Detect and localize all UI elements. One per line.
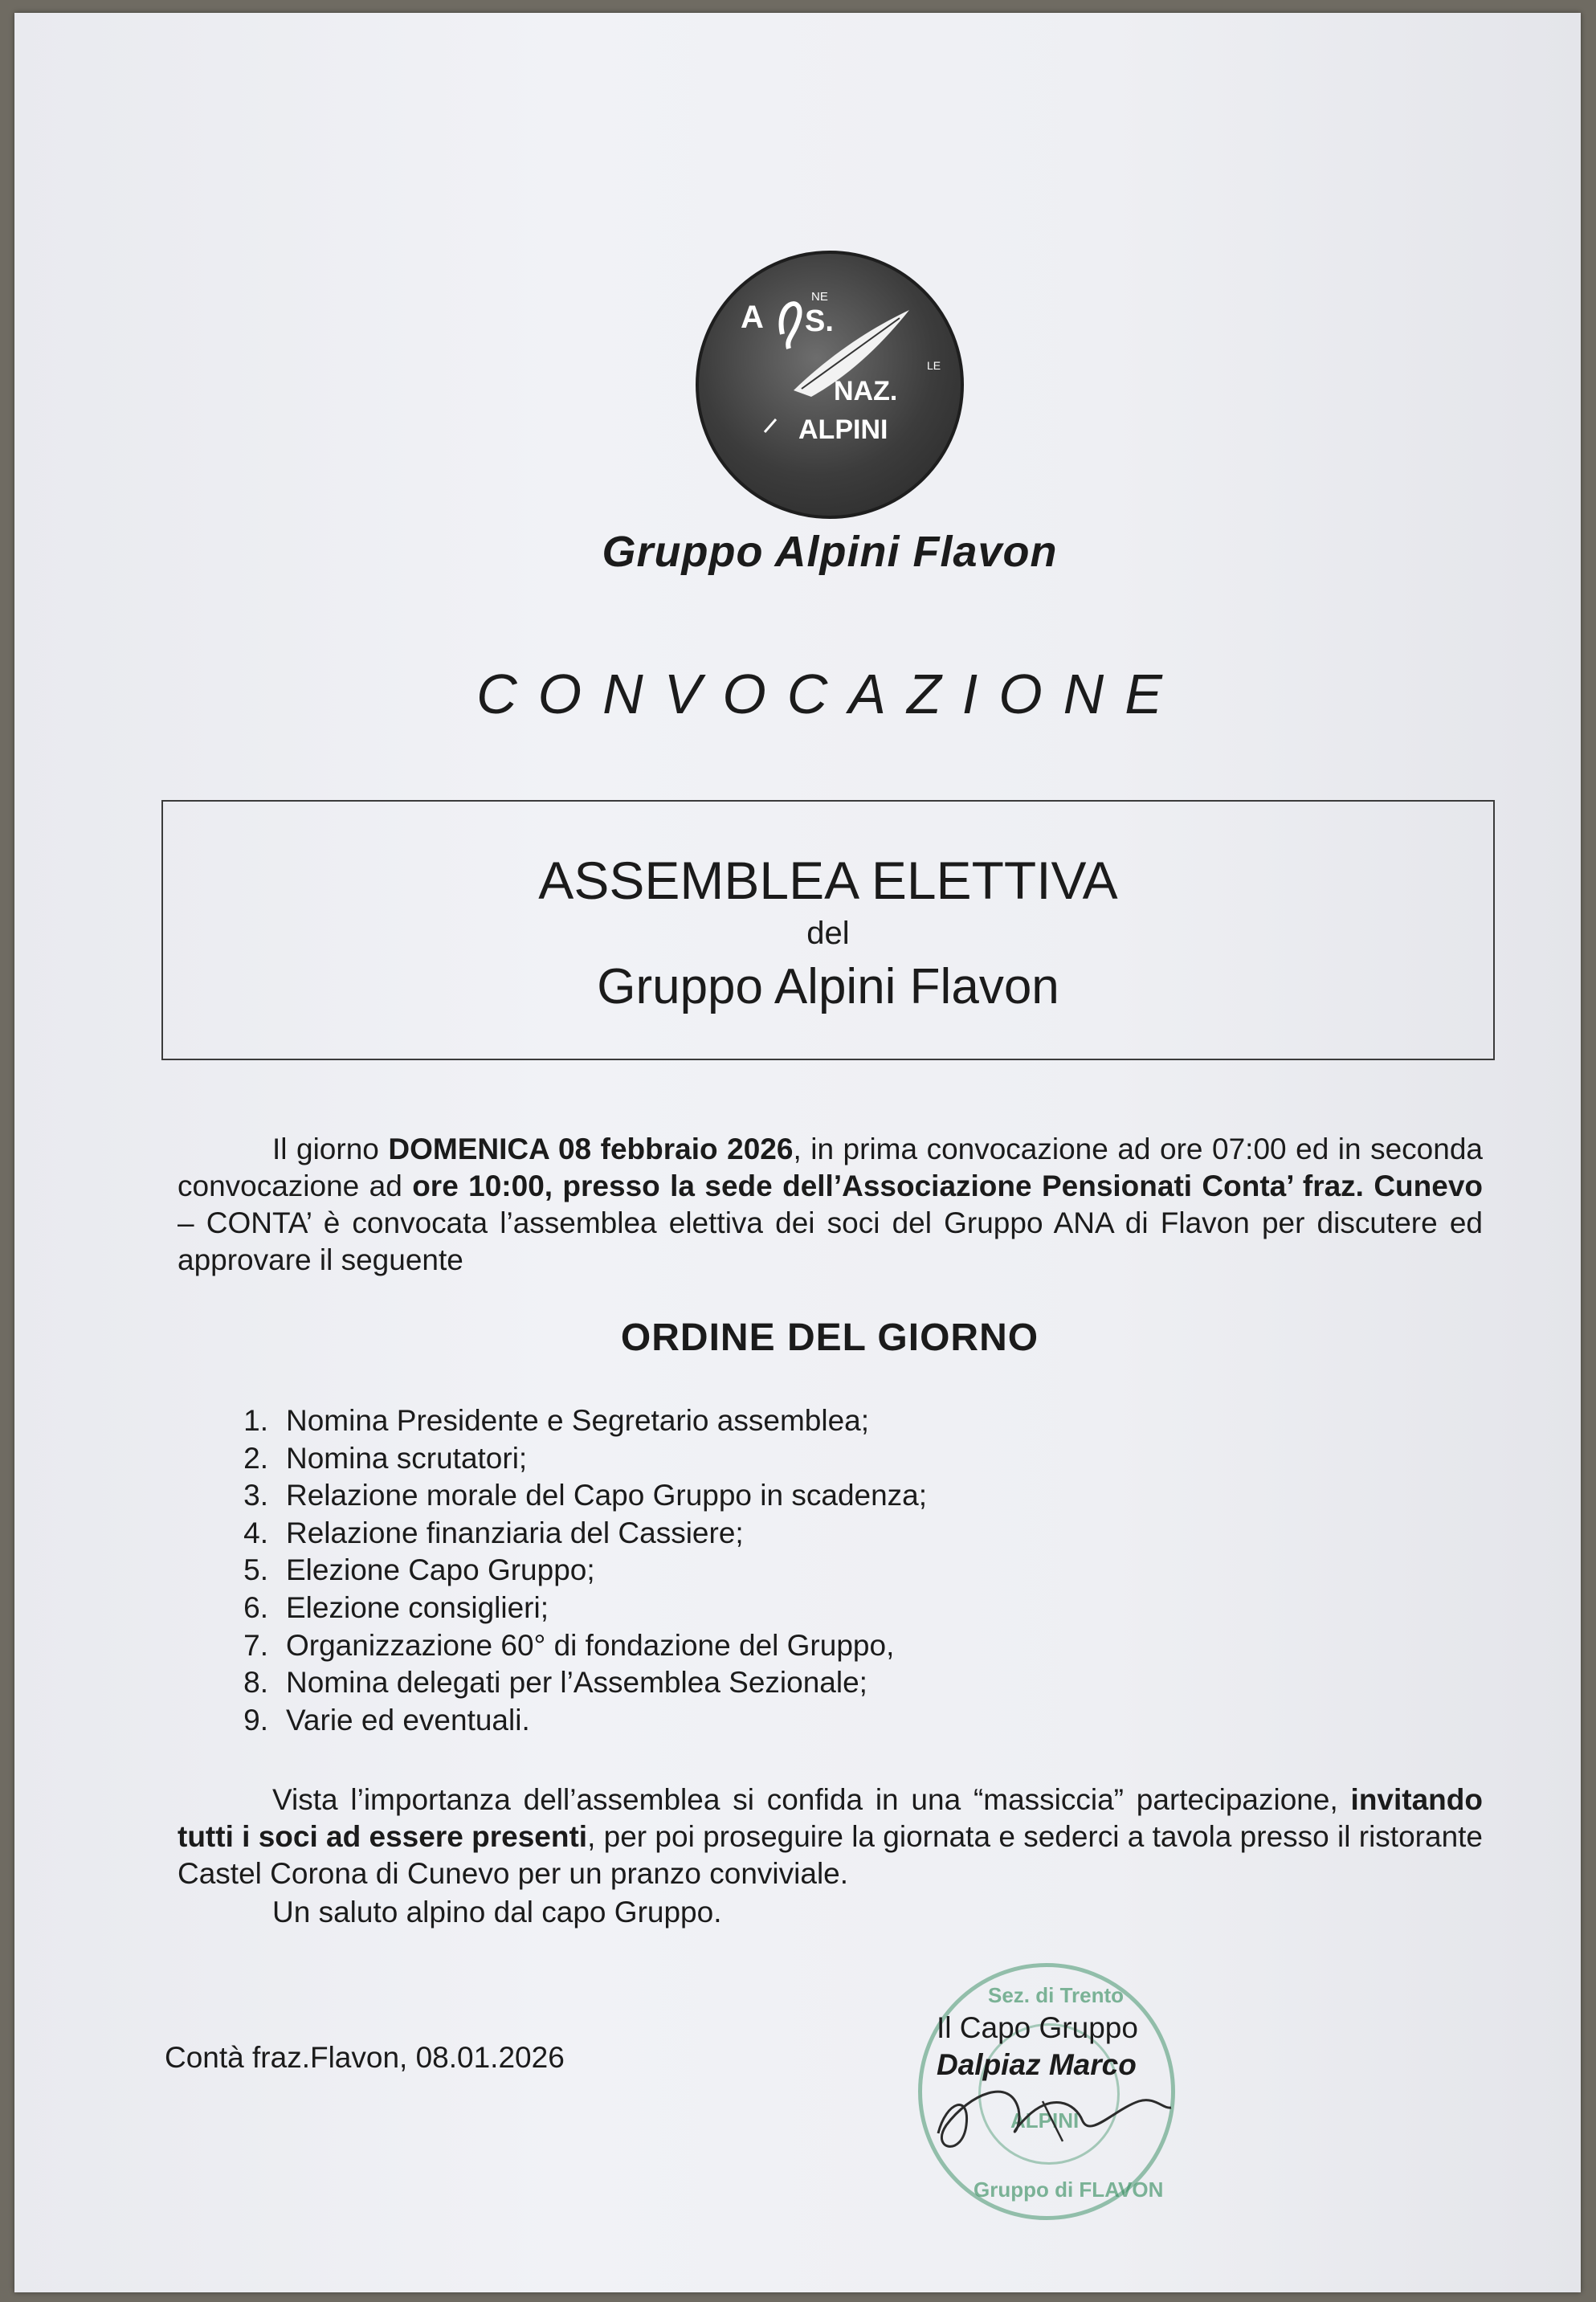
list-item [215,1402,927,1440]
list-item-number: 6. [243,1590,268,1624]
closing-text-2: , per poi proseguire la giornata e sederci a tavola presso il ristorante Castel Corona di Cunevo per un pranzo conviviale. [178,1820,1483,1890]
intro-text-1: Il giorno [272,1133,389,1165]
ana-logo [696,251,964,519]
logo-ne: NE [811,290,828,304]
closing-greeting [178,1894,1483,1931]
list-item-number: 5. [243,1553,268,1587]
assembly-title-box [161,800,1495,1060]
list-item-text: Nomina scrutatori; [286,1441,528,1475]
list-item [215,1552,927,1590]
list-item-text: Relazione finanziaria del Cassiere; [286,1516,744,1549]
list-item [215,1664,927,1702]
signer-name: Dalpiaz Marco [937,2048,1137,2081]
list-item-number: 9. [243,1703,268,1737]
intro-text-2: , in prima convocazione ad ore 07:00 ed in seconda convocazione ad [178,1133,1483,1202]
assembly-del: del [806,916,850,951]
list-item-text: Nomina Presidente e Segretario assemblea; [286,1404,869,1437]
list-item-text: Varie ed eventuali. [286,1703,530,1737]
stamp-bottom-text: Gruppo di FLAVON [974,2178,1164,2202]
handwritten-signature [922,2045,1187,2173]
list-item-number: 8. [243,1666,268,1700]
intro-text-3: – CONTA’ è convocata l’assemblea elettiva dei soci del Gruppo ANA di Flavon per discutere ed approvare il seguente [178,1206,1483,1276]
list-item-text: Elezione consiglieri; [286,1590,549,1624]
list-item-text: Relazione morale del Capo Gruppo in scadenza; [286,1479,928,1512]
stamp-middle-text: ALPINI [1010,2108,1080,2133]
closing-text-1: Vista l’importanza dell’assemblea si confida in una “massiccia” partecipazione, [272,1783,1351,1816]
list-item [215,1590,927,1627]
agenda-title: ORDINE DEL GIORNO [620,1316,1039,1359]
logo-tick [765,419,776,432]
logo-letter-s: S. [805,304,834,338]
list-item-number: 3. [243,1479,268,1512]
logo-integral-glyph [782,304,800,349]
intro-time-place: ore 10:00, presso la sede dell’Associazione Pensionati Conta’ fraz. Cunevo [412,1169,1484,1202]
logo-alpini: ALPINI [798,414,888,445]
logo-naz: NAZ. [834,376,898,406]
list-item-number: 1. [243,1404,268,1437]
list-item [215,1440,927,1478]
list-item-number: 2. [243,1441,268,1475]
ana-logo-graphic [699,254,967,522]
agenda-list [215,1402,927,1739]
group-title: Gruppo Alpini Flavon [602,528,1058,576]
document-heading: CONVOCAZIONE [476,663,1183,725]
intro-paragraph [178,1131,1483,1279]
assembly-group-name: Gruppo Alpini Flavon [597,959,1059,1014]
closing-invite: invitando tutti i soci ad essere presenti [178,1783,1483,1853]
list-item [215,1515,927,1553]
assembly-title: ASSEMBLEA ELETTIVA [538,851,1118,910]
place-date: Contà fraz.Flavon, 08.01.2026 [165,2041,565,2074]
list-item-text: Nomina delegati per l’Assemblea Sezionale; [286,1666,867,1700]
closing-paragraph [178,1782,1483,1892]
stamp-top-text: Sez. di Trento [988,1983,1125,2007]
list-item [215,1627,927,1665]
logo-le: LE [927,359,941,372]
list-item-text: Organizzazione 60° di fondazione del Gruppo, [286,1628,895,1662]
list-item [215,1702,927,1740]
signer-role: Il Capo Gruppo [937,2011,1138,2044]
list-item [215,1477,927,1515]
list-item-text: Elezione Capo Gruppo; [286,1553,595,1587]
intro-date: DOMENICA 08 febbraio 2026 [388,1133,794,1165]
list-item-number: 4. [243,1516,268,1549]
closing-greeting-text: Un saluto alpino dal capo Gruppo. [272,1896,722,1929]
document-sheet [14,13,1581,2292]
list-item-number: 7. [243,1628,268,1662]
logo-letter-a: A [741,300,764,335]
